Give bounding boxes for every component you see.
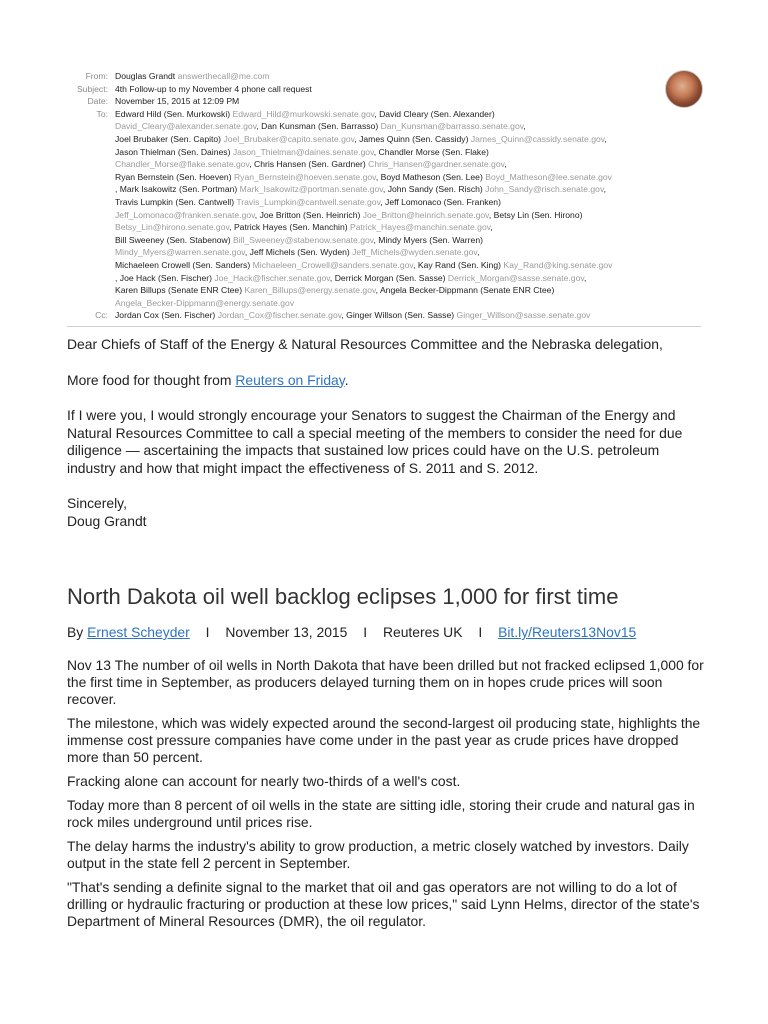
recipient-line bbox=[115, 120, 705, 133]
recipient-name[interactable]: Derrick Morgan (Sen. Sasse) bbox=[334, 272, 446, 283]
recipient-email[interactable]: Ryan_Bernstein@hoeven.senate.gov bbox=[233, 171, 376, 182]
article-paragraph: Today more than 8 percent of oil wells in the state are sitting idle, storing their crude and natural gas in rock miles underground until prices rise. bbox=[67, 797, 695, 830]
recipient-name[interactable]: Patrick Hayes (Sen. Manchin) bbox=[233, 222, 348, 233]
recipient-separator: , bbox=[254, 209, 258, 220]
recipient-line bbox=[115, 297, 705, 310]
recipient-email[interactable]: Kay_Rand@king.senate.gov bbox=[503, 259, 613, 270]
recipient-email[interactable]: Joe_Britton@heinrich.senate.gov bbox=[362, 209, 489, 220]
recipient-line bbox=[115, 133, 705, 146]
article-title: North Dakota oil well backlog eclipses 1,000 for first time bbox=[67, 584, 619, 609]
recipient-name[interactable]: Michaeleen Crowell (Sen. Sanders) bbox=[115, 259, 251, 270]
recipient-name[interactable]: Ginger Willson (Sen. Sasse) bbox=[346, 310, 455, 321]
from-row bbox=[0, 70, 768, 83]
recipient-separator: , bbox=[490, 222, 493, 233]
recipient-name[interactable]: Jeff Lomonaco (Sen. Franken) bbox=[385, 196, 501, 207]
short-link[interactable]: Bit.ly/Reuters13Nov15 bbox=[498, 624, 637, 640]
recipient-separator: , bbox=[256, 121, 259, 132]
signature-text: Doug Grandt bbox=[67, 512, 147, 529]
email-header bbox=[0, 0, 768, 322]
recipient-email[interactable]: James_Quinn@cassidy.senate.gov bbox=[470, 133, 605, 144]
to-recipients bbox=[115, 108, 705, 310]
recipient-line bbox=[115, 209, 705, 222]
article-paragraph: "That's sending a definite signal to the market that oil and gas operators are not willing to do a lot of drilling or hydraulic fracturing or production at these low prices," said Lynn Helms, director of the state's Department of Mineral Resources (DMR), the oil regulator. bbox=[67, 879, 700, 929]
recipient-email[interactable]: Jordan_Cox@fischer.senate.gov bbox=[217, 310, 342, 321]
recipient-separator: , bbox=[477, 247, 480, 258]
recipient-name[interactable]: Karen Billups (Senate ENR Ctee) bbox=[115, 285, 243, 296]
recipient-name[interactable]: Kay Rand (Sen. King) bbox=[417, 259, 501, 270]
recipient-name[interactable]: Angela Becker-Dippmann (Senate ENR Ctee) bbox=[379, 285, 555, 296]
byline-separator: I bbox=[478, 624, 483, 640]
cc-recipients bbox=[115, 309, 705, 322]
recipient-email[interactable]: Chris_Hansen@gardner.senate.gov bbox=[368, 159, 505, 170]
byline-separator: I bbox=[205, 624, 210, 640]
recipient-email[interactable]: Mark_Isakowitz@portman.senate.gov bbox=[239, 184, 383, 195]
recipient-line bbox=[115, 196, 705, 209]
recipient-line bbox=[115, 171, 705, 184]
recipient-line bbox=[115, 246, 705, 259]
recipient-email[interactable]: Karen_Billups@energy.senate.gov bbox=[244, 285, 376, 296]
recipient-separator: , bbox=[380, 196, 383, 207]
recipient-name[interactable]: Ryan Bernstein (Sen. Hoeven) bbox=[115, 171, 232, 182]
recipient-email[interactable]: Mindy_Myers@warren.senate.gov bbox=[115, 247, 245, 258]
email-body bbox=[67, 336, 707, 530]
article-body bbox=[67, 657, 707, 937]
recipient-name[interactable]: Jeff Michels (Sen. Wyden) bbox=[249, 247, 350, 258]
recipient-email[interactable]: Joel_Brubaker@capito.senate.gov bbox=[223, 133, 355, 144]
recipient-email[interactable]: Ginger_Willson@sasse.senate.gov bbox=[456, 310, 591, 321]
food-prefix: More food for thought from bbox=[67, 371, 236, 388]
subject-label: Subject: bbox=[76, 83, 108, 94]
recipient-separator: , bbox=[375, 171, 379, 182]
recipient-separator: , bbox=[244, 247, 248, 258]
subject-text: 4th Follow-up to my November 4 phone call request bbox=[115, 83, 312, 94]
from-email[interactable]: answerthecall@me.com bbox=[177, 71, 270, 81]
recipient-name[interactable]: , Mark Isakowitz (Sen. Portman) bbox=[115, 184, 238, 195]
recipient-email[interactable]: David_Cleary@alexander.senate.gov bbox=[115, 121, 257, 132]
recipient-separator: , bbox=[249, 159, 252, 170]
to-row bbox=[0, 108, 768, 310]
recipient-email[interactable]: Michaeleen_Crowell@sanders.senate.gov bbox=[252, 259, 414, 270]
recipient-email[interactable]: Dan_Kunsman@barrasso.senate.gov bbox=[380, 121, 524, 132]
recipient-name[interactable]: John Sandy (Sen. Risch) bbox=[387, 184, 483, 195]
recipient-name[interactable]: Edward Hild (Sen. Murkowski) bbox=[115, 108, 231, 119]
subject-row bbox=[0, 83, 768, 96]
recipient-separator: , bbox=[504, 159, 507, 170]
recipient-line bbox=[115, 108, 705, 121]
recipient-line bbox=[115, 234, 705, 247]
byline-separator: I bbox=[363, 624, 368, 640]
reuters-link[interactable]: Reuters on Friday bbox=[235, 371, 345, 388]
recipient-separator: , bbox=[584, 272, 587, 283]
recipient-line bbox=[115, 259, 705, 272]
recipient-separator: , bbox=[329, 272, 333, 283]
date-label: Date: bbox=[87, 96, 108, 107]
from-name[interactable]: Douglas Grandt bbox=[115, 71, 176, 81]
recipient-email[interactable]: Derrick_Morgan@sasse.senate.gov bbox=[447, 272, 585, 283]
recipient-name[interactable]: , Joe Hack (Sen. Fischer) bbox=[115, 272, 212, 283]
food-line bbox=[67, 372, 707, 390]
recipient-name[interactable]: David Cleary (Sen. Alexander) bbox=[379, 108, 495, 119]
food-suffix: . bbox=[344, 371, 349, 388]
recipient-email[interactable]: Patrick_Hayes@manchin.senate.gov bbox=[350, 222, 491, 233]
recipient-line bbox=[115, 309, 705, 322]
recipient-separator: , bbox=[603, 184, 606, 195]
recipient-email[interactable]: Betsy_Lin@hirono.senate.gov bbox=[115, 222, 230, 233]
recipient-line bbox=[115, 272, 705, 285]
encourage-paragraph: If I were you, I would strongly encourage your Senators to suggest the Chairman of the Energy and Natural Resources Committee to call a special meeting of the members to consider the need for due diligence — ascertaining the impacts that sustained low prices could have on the U.S. petroleum industry and how that might impact the effectiveness of S. 2011 and S. 2012. bbox=[67, 407, 683, 476]
recipient-separator: , bbox=[229, 222, 232, 233]
to-label: To: bbox=[96, 108, 108, 119]
recipient-name[interactable]: Joe Britton (Sen. Heinrich) bbox=[259, 209, 361, 220]
article-byline bbox=[67, 624, 636, 640]
recipient-separator: , bbox=[374, 108, 377, 119]
recipient-separator: , bbox=[604, 133, 607, 144]
cc-label: Cc: bbox=[95, 310, 108, 321]
recipient-separator: , bbox=[382, 184, 386, 195]
recipient-email[interactable]: Jason_Thielman@daines.senate.gov bbox=[232, 146, 374, 157]
article-paragraph: The milestone, which was widely expected around the second-largest oil producing state, highlights the immense cost pressure companies have come under in the past year as crude prices have dropped more than 50 percent. bbox=[67, 715, 701, 765]
recipient-line bbox=[115, 158, 705, 171]
article-date: November 13, 2015 bbox=[225, 624, 348, 640]
recipient-name[interactable]: Boyd Matheson (Sen. Lee) bbox=[380, 171, 483, 182]
recipient-line bbox=[115, 221, 705, 234]
article-paragraph: Fracking alone can account for nearly two-thirds of a well's cost. bbox=[67, 773, 461, 789]
recipient-line bbox=[115, 183, 705, 196]
recipient-name[interactable]: James Quinn (Sen. Cassidy) bbox=[359, 133, 469, 144]
recipient-email[interactable]: Boyd_Matheson@lee.senate.gov bbox=[485, 171, 612, 182]
recipient-name[interactable]: Chandler Morse (Sen. Flake) bbox=[378, 146, 489, 157]
recipient-email[interactable]: John_Sandy@risch.senate.gov bbox=[485, 184, 604, 195]
sender-avatar bbox=[665, 70, 703, 108]
date-row bbox=[0, 95, 768, 108]
recipient-separator: , bbox=[354, 133, 357, 144]
recipient-separator: , bbox=[341, 310, 344, 321]
article-paragraph: Nov 13 The number of oil wells in North Dakota that have been drilled but not fracked eclipsed 1,000 for the first time in September, as producers delayed turning them on in hopes crude prices will soon recover. bbox=[67, 657, 704, 707]
recipient-email[interactable]: Joe_Hack@fischer.senate.gov bbox=[214, 272, 330, 283]
recipient-line bbox=[115, 146, 705, 159]
cc-row bbox=[0, 309, 768, 322]
recipient-separator: , bbox=[373, 234, 376, 245]
recipient-name[interactable]: Bill Sweeney (Sen. Stabenow) bbox=[115, 234, 231, 245]
date-text: November 15, 2015 at 12:09 PM bbox=[115, 96, 240, 107]
recipient-name[interactable]: Jordan Cox (Sen. Fischer) bbox=[115, 310, 216, 321]
from-label: From: bbox=[85, 71, 108, 81]
recipient-name[interactable]: Jason Thielman (Sen. Daines) bbox=[115, 146, 231, 157]
byline-by: By bbox=[67, 624, 88, 640]
recipient-name[interactable]: Joel Brubaker (Sen. Capito) bbox=[115, 133, 222, 144]
recipient-name[interactable]: Mindy Myers (Sen. Warren) bbox=[378, 234, 483, 245]
recipient-name[interactable]: Dan Kunsman (Sen. Barrasso) bbox=[261, 121, 379, 132]
closing-text: Sincerely, bbox=[67, 495, 127, 511]
recipient-email[interactable]: Jeff_Lomonaco@franken.senate.gov bbox=[115, 209, 255, 220]
recipient-email[interactable]: Jeff_Michels@wyden.senate.gov bbox=[352, 247, 478, 258]
article-source: Reuteres UK bbox=[382, 624, 463, 640]
author-link[interactable]: Ernest Scheyder bbox=[87, 624, 190, 640]
article-paragraph: The delay harms the industry's ability to grow production, a metric closely watched by investors. Daily output in the state fell 2 percent in September. bbox=[67, 838, 689, 871]
recipient-email[interactable]: Bill_Sweeney@stabenow.senate.gov bbox=[233, 234, 374, 245]
recipient-name[interactable]: Travis Lumpkin (Sen. Cantwell) bbox=[115, 196, 235, 207]
recipient-email[interactable]: Angela_Becker-Dippmann@energy.senate.gov bbox=[115, 297, 295, 308]
recipient-separator: , bbox=[413, 259, 416, 270]
recipient-separator: , bbox=[373, 146, 377, 157]
recipient-email[interactable]: Edward_Hild@murkowski.senate.gov bbox=[232, 108, 375, 119]
recipient-line bbox=[115, 284, 705, 297]
recipient-separator: , bbox=[375, 285, 379, 296]
greeting-text: Dear Chiefs of Staff of the Energy & Natural Resources Committee and the Nebraska delegation, bbox=[67, 336, 663, 352]
recipient-name[interactable]: Chris Hansen (Sen. Gardner) bbox=[253, 159, 366, 170]
recipient-separator: , bbox=[488, 209, 492, 220]
recipient-email[interactable]: Travis_Lumpkin@cantwell.senate.gov bbox=[236, 196, 381, 207]
recipient-email[interactable]: Chandler_Morse@flake.senate.gov bbox=[115, 159, 250, 170]
recipient-name[interactable]: Betsy Lin (Sen. Hirono) bbox=[493, 209, 583, 220]
recipient-separator: , bbox=[523, 121, 526, 132]
header-divider bbox=[67, 326, 701, 327]
